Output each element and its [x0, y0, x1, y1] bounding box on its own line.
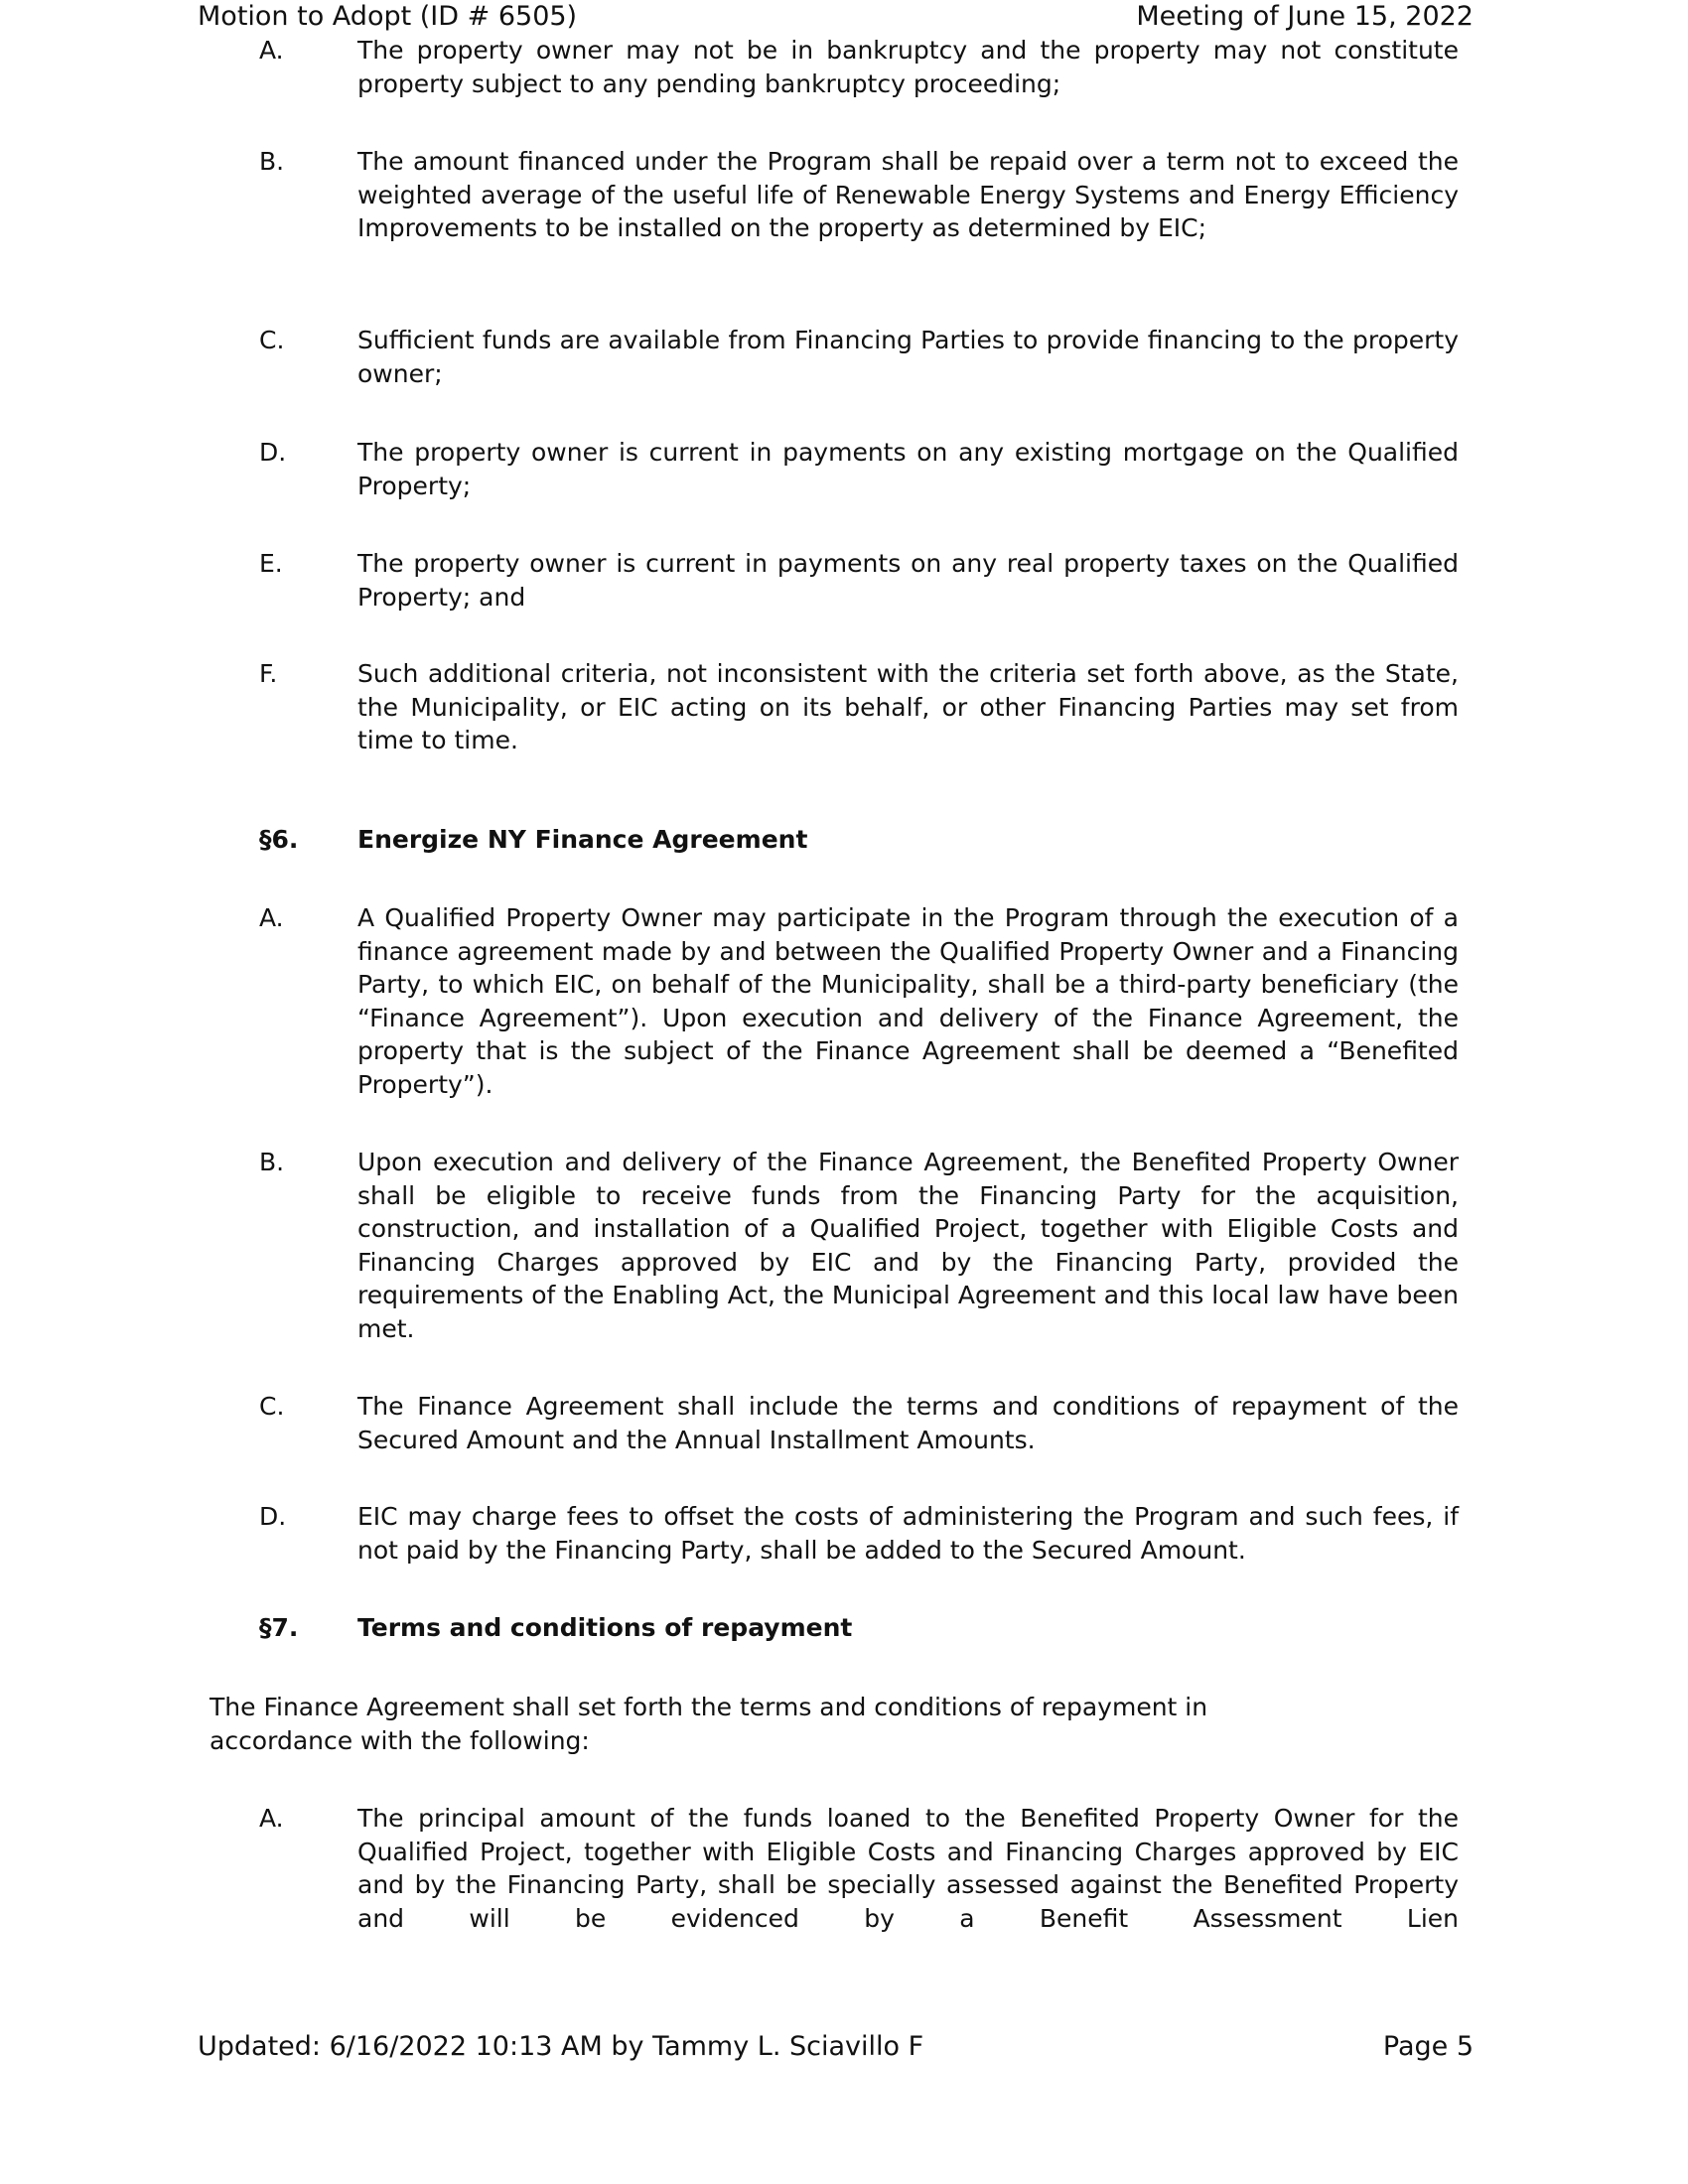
criteria-item-e: [259, 547, 1459, 614]
item-text: Sufficient funds are available from Financing Parties to provide financing to the property owner;: [357, 326, 1459, 388]
section-title: Terms and conditions of repayment: [357, 1613, 853, 1642]
section-title: Energize NY Finance Agreement: [357, 825, 808, 854]
item-label: B.: [259, 1148, 285, 1176]
item-text: The Finance Agreement shall include the terms and conditions of repayment of the Secured Amount and the Annual Installment Amounts.: [357, 1392, 1459, 1454]
item-text: The amount financed under the Program shall be repaid over a term not to exceed the weighted average of the useful life of Renewable Energy Systems and Energy Efficiency Improvements to be installed on the property as determined by EIC;: [357, 147, 1459, 242]
section-number: §7.: [259, 1613, 299, 1642]
section-number: §6.: [259, 825, 299, 854]
section-7-heading: [259, 1611, 852, 1645]
header-motion-id: Motion to Adopt (ID # 6505): [198, 1, 578, 32]
item-text: EIC may charge fees to offset the costs of administering the Program and such fees, if not paid by the Financing Party, shall be added to the Secured Amount.: [357, 1502, 1459, 1565]
item-label: C.: [259, 326, 285, 354]
item-label: A.: [259, 1804, 284, 1833]
footer-page-number: Page 5: [1382, 2031, 1474, 2062]
item-text: The principal amount of the funds loaned to the Benefited Property Owner for the Qualified Project, together with Eligible Costs and Financing Charges approved by EIC and by the Financing Party, shall be specially assessed against the Benefited Property and will be evidenced by a Benefit Assessment Lien: [357, 1804, 1459, 1933]
item-label: F.: [259, 659, 278, 688]
section-6-item-c: [259, 1390, 1459, 1456]
item-text: The property owner is current in payments on any existing mortgage on the Qualified Property;: [357, 438, 1459, 500]
section-6-item-b: [259, 1146, 1459, 1345]
item-label: E.: [259, 549, 283, 578]
section-7-item-a: [259, 1802, 1459, 1935]
criteria-item-d: [259, 436, 1459, 502]
header-meeting-date: Meeting of June 15, 2022: [1136, 1, 1474, 32]
criteria-item-c: [259, 324, 1459, 390]
item-text: Such additional criteria, not inconsistent with the criteria set forth above, as the State, the Municipality, or EIC acting on its behalf, or other Financing Parties may set from time to time.: [357, 659, 1459, 754]
section-6-heading: [259, 823, 807, 857]
item-label: A.: [259, 36, 284, 65]
section-7-intro: The Finance Agreement shall set forth the terms and conditions of repayment in accordance with the following:: [210, 1693, 1208, 1755]
criteria-item-b: [259, 145, 1459, 245]
item-label: B.: [259, 147, 285, 176]
item-text: A Qualified Property Owner may participate in the Program through the execution of a finance agreement made by and between the Qualified Property Owner and a Financing Party, to which EIC, on behalf of the Municipality, shall be a third-party beneficiary (the “Finance Agreement”). Upon execution and delivery of the Finance Agreement, the property that is the subject of the Finance Agreement shall be deemed a “Benefited Property”).: [357, 903, 1459, 1099]
item-label: C.: [259, 1392, 285, 1421]
section-6-item-d: [259, 1500, 1459, 1567]
section-6-item-a: [259, 901, 1459, 1101]
footer-updated: Updated: 6/16/2022 10:13 AM by Tammy L. Sciavillo F: [198, 2031, 924, 2062]
criteria-item-a: [259, 34, 1459, 100]
item-label: A.: [259, 903, 284, 932]
criteria-item-f: [259, 657, 1459, 757]
item-text: The property owner may not be in bankruptcy and the property may not constitute property subject to any pending bankruptcy proceeding;: [357, 36, 1459, 98]
item-label: D.: [259, 438, 287, 467]
item-label: D.: [259, 1502, 287, 1531]
item-text: Upon execution and delivery of the Finance Agreement, the Benefited Property Owner shall be eligible to receive funds from the Financing Party for the acquisition, construction, and installation of a Qualified Project, together with Eligible Costs and Financing Charges approved by EIC and by the Financing Party, provided the requirements of the Enabling Act, the Municipal Agreement and this local law have been met.: [357, 1148, 1459, 1343]
item-text: The property owner is current in payments on any real property taxes on the Qualified Property; and: [357, 549, 1459, 612]
